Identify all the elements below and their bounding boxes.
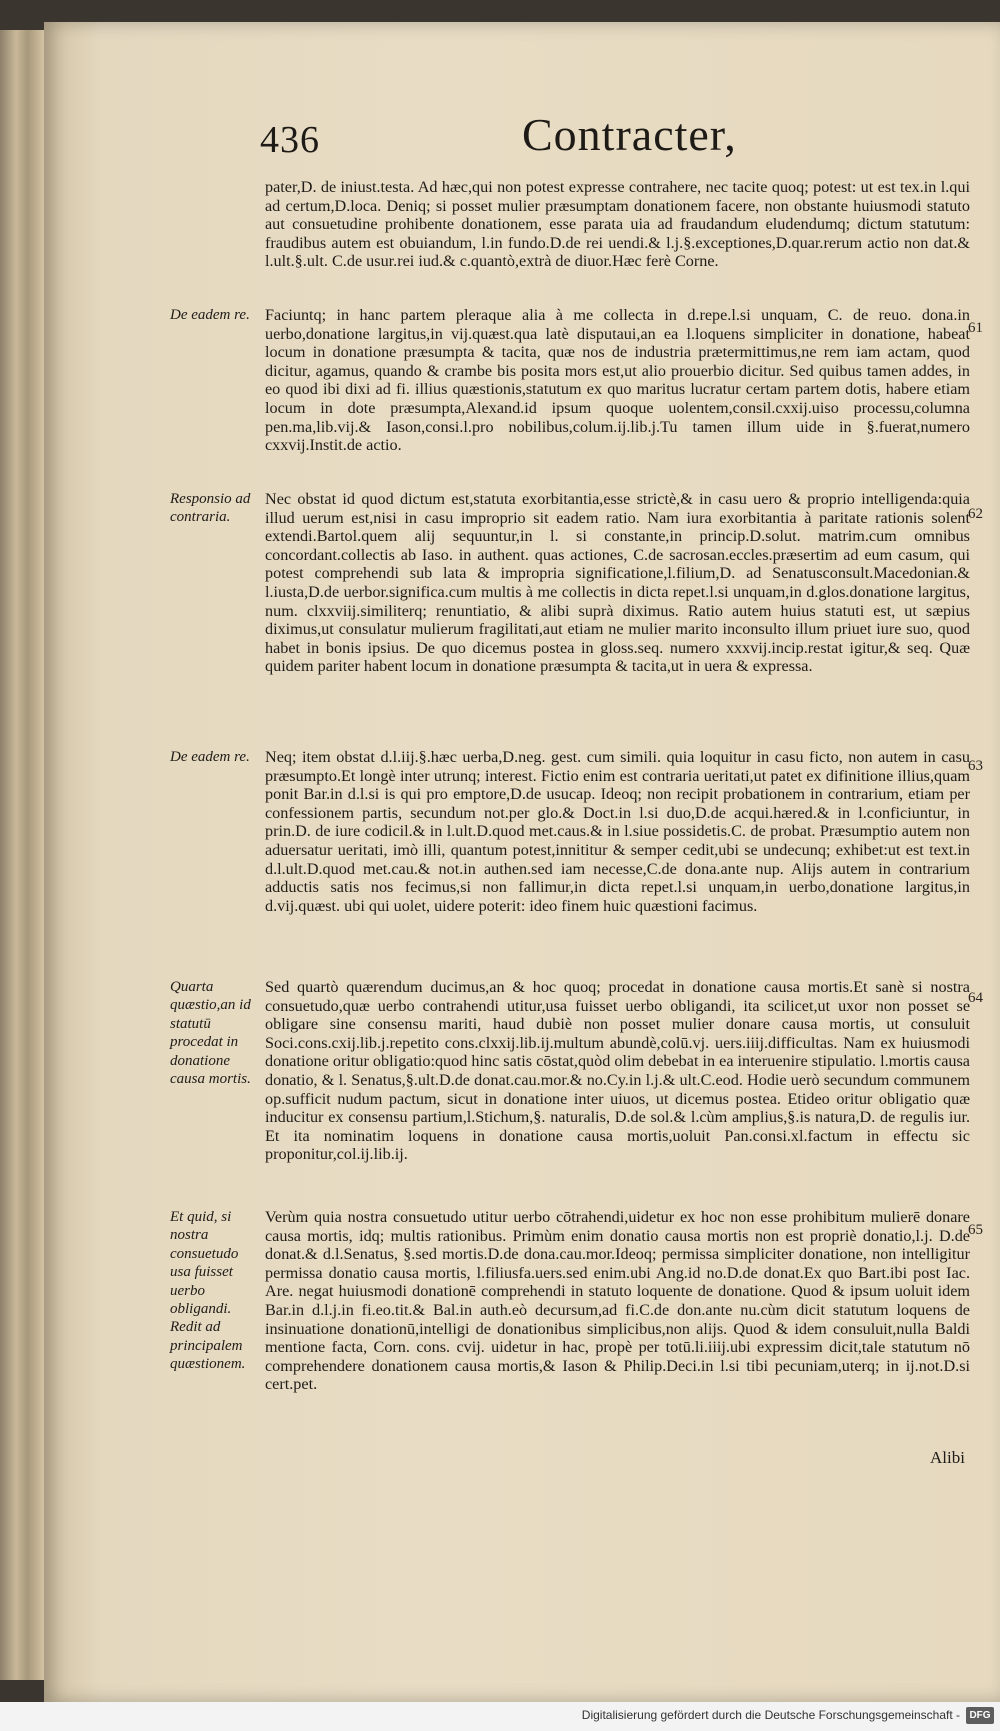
section-number: 62 — [968, 506, 983, 522]
catchword: Alibi — [930, 1448, 965, 1467]
digitization-footer — [0, 1702, 1000, 1731]
paragraph-2 — [265, 306, 970, 455]
section-number: 64 — [968, 990, 983, 1006]
margin-note: De eadem re. — [170, 749, 250, 765]
paragraph-1 — [265, 178, 970, 271]
footer-credit: Digitalisierung gefördert durch die Deutsche Forschungsgemeinschaft - — [581, 1708, 960, 1722]
paragraph-5 — [265, 978, 970, 1164]
dfg-logo: DFG — [966, 1707, 994, 1724]
section-number: 61 — [968, 320, 983, 336]
paragraph-3 — [265, 490, 970, 676]
section-number: 65 — [968, 1222, 983, 1238]
margin-note: Et quid, si nostra consuetudo usa fuisset uerbo obligandi. Redit ad principalem quæstionem. — [170, 1209, 246, 1373]
paragraph-text: Verùm quia nostra consuetudo utitur uerbo cōtrahendi,uidetur ex hoc non esse prohibitum mulierē donare causa mortis, idq; multis rationibus. Primùm enim donatio causa mortis non est propriè donatio,l.j. D.de donat.& d.l.Senatus, §.sed mortis.D.de dona.cau.mor.Ideoq; permissa simpliciter donatione, non intelligitur permissa donatio causa mortis, l.filiusfa.uers.sed enim.ubi Ang.id no.D.de donat.Ex quo Bart.ibi post Iac. Are. negat huiusmodi donationē comprehendi in statuto loquente de donatione. Quod & ipsum uoluit idem Bar.in d.l.j.in fi.eo.tit.& Bal.in auth.eò decursum,ad fi.C.de don.ante nu.cùm dicit statutum loquens de insinuatione donationū,intelligi de donationibus simplicibus,non alijs. Quod & idem consuluit,nulla Baldi mentione facta, Corn. cons. cvij. uidetur in hac, propè per totū.li.iiij.ubi expressim dicit,tale statutum nō comprehendere donationem causa mortis,& Iason & Philip.Deci.in l.si tibi pecuniam,uterq; in ij.not.D.si cert.pet. — [265, 1208, 970, 1394]
paragraph-4 — [265, 748, 970, 915]
page-number: 436 — [260, 119, 320, 161]
margin-note: Responsio ad contraria. — [170, 491, 251, 526]
page-header — [260, 100, 960, 170]
paragraph-text: pater,D. de iniust.testa. Ad hæc,qui non potest expresse contrahere, nec tacite quoq; potest: ut est tex.in l.qui ad certum,D.loca. Deniq; si posset mulier præsumptam donationem facere, non obstante huiusmodi statuto aut consuetudine prohibente donationem, esse parata uia ad fraudandum eludendumq; dictum statutum: fraudibus autem est obuiandum, l.in fundo.D.de rei uendi.& l.j.§.exceptiones,D.quar.rerum actio non dat.& l.ult.§.ult. C.de usur.rei iud.& c.quantò,extrà de diuor.Hæc ferè Corne. — [265, 178, 970, 271]
margin-note: De eadem re. — [170, 307, 250, 323]
running-title: Contracter, — [522, 109, 737, 160]
section-number: 63 — [968, 758, 983, 774]
paragraph-6 — [265, 1208, 970, 1394]
paragraph-text: Faciuntq; in hanc partem pleraque alia à me collecta in d.repe.l.si unquam, C. de reuo. dona.in uerbo,donatione largitus,in vij.quæst.qua latè disputaui,an ea l.loquens simpliciter in donatione, habeat locum in donatione præsumpta & tacita, quæ nos de industria prætermittimus,ne rem iam actam, quod dicitur, agamus, quando & crambe bis posita mors est,ut alio prouerbio dicitur. Sed quibus tamen addes, in eo quod ibi dixi ad fi. illius quæstionis,statutum ex quo maritus lucratur certam partem dotis, habere etiam locum in dote præsumpta,Alexand.id ipsum quoque uolentem,consil.cxxij.uiso processu,columna pen.ma,lib.vij.& Iason,consi.l.pro nobilibus,colum.ij.lib.j.Tu tamen illum uide in §.fuerat,numero cxxvij.Instit.de actio. — [265, 306, 970, 455]
margin-note: Quarta quæstio,an id statutū procedat in donatione causa mortis. — [170, 979, 251, 1088]
paragraph-text: Sed quartò quærendum ducimus,an & hoc quoq; procedat in donatione causa mortis.Et sanè si nostra consuetudo,quæ uerbo contrahendi utitur,usa fuisset uerbo obligandi, ita scilicet,ut uxor non posset se obligare sine consensu mariti, haud dubiè non posset mulier donare causa mortis, ut consuluit Soci.cons.cxij.lib.j.repetito cons.clxxij.lib.ij.multum abundè,colū.vj. uers.iiij.difficultas. Nam ex huiusmodi donatione oritur obligatio:quod hinc satis cōstat,quòd olim debebat in ea interuenire stipulatio. l.mortis causa donatio, & l. Senatus,§.ult.D.de donat.cau.mor.& no.Cy.in l.j.& ult.C.eod. Hodie uerò secundum communem op.sufficit nudum pactum, sicut in donatione inter uiuos, ut dicemus postea. Etideo oritur obligatio quæ inducitur ex consensu partium,l.Stichum,§. naturalis, D.de sol.& l.cùm amplius,§.is natura,D. de regulis iur. Et ita nominatim loquens in donatione causa mortis,uoluit Pan.consi.xl.factum in effectu sic proponitur,col.ij.lib.ij. — [265, 978, 970, 1164]
paragraph-text: Neq; item obstat d.l.iij.§.hæc uerba,D.neg. gest. cum simili. quia loquitur in casu ficto, non autem in casu præsumpto.Et longè inter utrunq; interest. Fictio enim est contraria ueritati,ut patet ex difinitione illius,quam ponit Bar.in d.l.si is qui pro emptore,D.de usucap. Ideoq; non recipit probationem in contrarium, etiam per confessionem partis, secundum not.per glo.& Doct.in l.si duo,D.de acqui.hæred.& in l.conficiuntur, in prin.D. de iure codicil.& in l.ult.D.quod met.caus.& in l.siue possidetis.C. de probat. Præsumptio autem non aduersatur ueritati, imò illi, quantum potest,innititur & semper cedit,ubi se undecunq; exhibet:ut est text.in d.l.ult.D.quod met.cau.& not.in authen.sed iam necesse,C.de dona.ante nup. Alijs autem in contrarium adductis satis nos fecimus,si non fallimur,in dicta repet.l.si unquam,in uerbo,donatione largitus,in d.vij.quæst. ubi qui uolet, uidere poterit: ideo finem huic quæstioni facimus. — [265, 748, 970, 915]
paragraph-text: Nec obstat id quod dictum est,statuta exorbitantia,esse strictè,& in casu uero & proprio intelligenda:quia illud uerum est,nisi in casu improprio sit eadem ratio. Nam iura exorbitantia à paritate rationis solent extendi.Bartol.quem alij sequuntur,in l. si constante,in princip.D.solut. matrim.cum omnibus concordant.collectis ab Iaso. in authent. quas actiones, C.de sacrosan.eccles.præsertim ad eum casum, qui potest comprehendi sub lata & impropria significatione,l.filium,D. ad Senatusconsult.Macedonian.& l.iusta,D.de uerbor.significa.cum multis à me collectis in dicta repet.l.si unquam,in d.glos.donatione largitus, num. clxxviij.similiterq; renuntiatio, & alibi suprà diximus. Ratio autem huius statuti est, ut sæpius diximus,ut consulatur mulierum fragilitati,aut etiam ne mulier marito inconsulto illum priuet iure suo, quod habet in bonis ipsius. De quo dicemus postea in gloss.seq. numero xxxvij.incip.restat igitur,& seq. Quæ quidem pariter habent locum in donatione præsumpta & tacita,ut in uera & expressa. — [265, 490, 970, 676]
book-page-edges — [0, 30, 46, 1680]
